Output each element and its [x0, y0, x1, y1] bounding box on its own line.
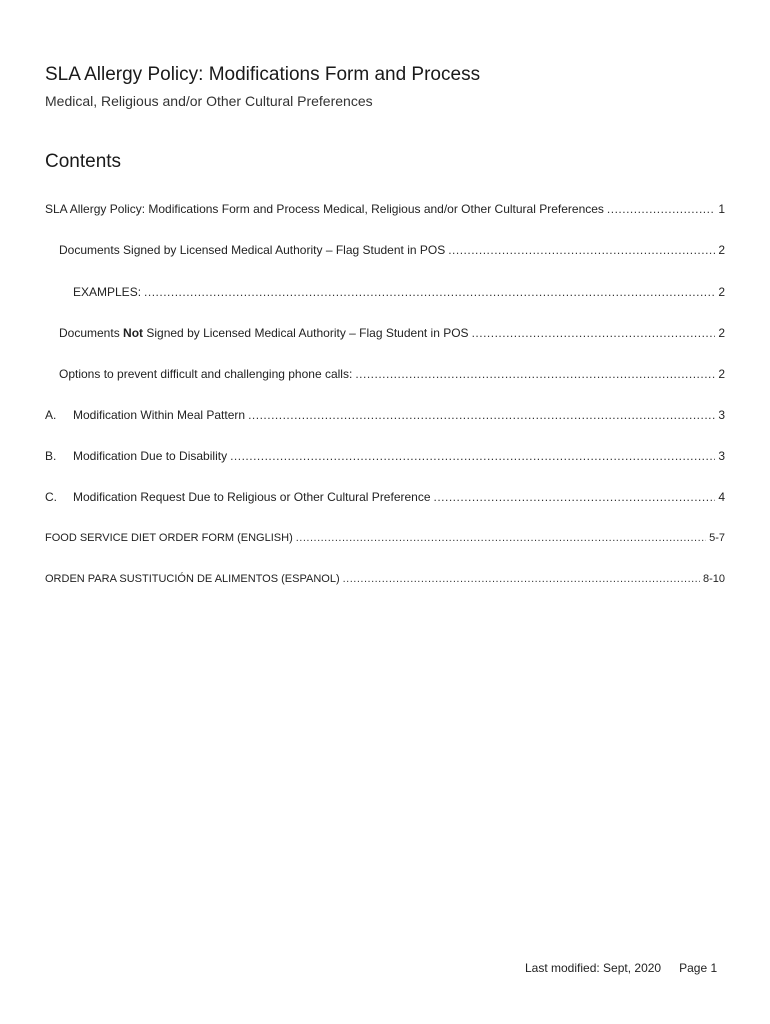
contents-heading: Contents — [45, 151, 122, 172]
toc-entry[interactable] — [59, 367, 725, 385]
toc-entry[interactable] — [59, 326, 725, 344]
toc-page-number: 2 — [718, 326, 725, 340]
toc-entry[interactable] — [59, 243, 725, 261]
toc-leader — [296, 532, 706, 544]
toc-leader — [343, 573, 700, 585]
toc-entry-text: Documents Signed by Licensed Medical Authority – Flag Student in POS — [59, 243, 446, 257]
toc-entry-text: Modification Due to Disability — [73, 449, 228, 463]
last-modified-label: Last modified: Sept, 2020 — [525, 961, 662, 975]
toc-page-number: 2 — [718, 243, 725, 257]
toc-leader — [355, 367, 715, 381]
toc-entry[interactable] — [45, 532, 725, 550]
toc-page-number: 5-7 — [709, 532, 725, 544]
toc-entry-text: ORDEN PARA SUSTITUCIÓN DE ALIMENTOS (ESPANOL) — [45, 573, 340, 585]
toc-page-number: 4 — [718, 490, 725, 504]
toc-leader — [448, 243, 715, 257]
toc-entry[interactable] — [45, 408, 725, 426]
toc-page-number: 2 — [718, 285, 725, 299]
toc-page-number: 1 — [718, 202, 725, 216]
toc-entry-text: Modification Request Due to Religious or Other Cultural Preference — [73, 490, 431, 504]
toc-page-number: 8-10 — [702, 573, 725, 585]
toc-entry[interactable] — [45, 573, 725, 591]
toc-leader — [230, 449, 715, 463]
toc-entry-letter: A. — [45, 408, 57, 422]
toc-entry-text: Documents Not Signed by Licensed Medical Authority – Flag Student in POS — [59, 326, 469, 340]
toc-entry-text: EXAMPLES: — [73, 285, 142, 299]
toc-entry[interactable] — [45, 490, 725, 508]
document-title: SLA Allergy Policy: Modifications Form and Process — [45, 64, 481, 85]
page-footer — [525, 961, 717, 975]
toc-leader — [248, 408, 715, 422]
toc-entry-text: Options to prevent difficult and challenging phone calls: — [59, 367, 353, 381]
toc-leader — [472, 326, 716, 340]
toc-leader — [607, 202, 715, 216]
page-number-label: Page 1 — [679, 961, 718, 975]
toc-entry-letter: B. — [45, 449, 57, 463]
toc-page-number: 3 — [718, 408, 725, 422]
toc-entry[interactable] — [45, 202, 725, 220]
document-subtitle: Medical, Religious and/or Other Cultural Preferences — [45, 93, 373, 109]
toc-leader — [144, 285, 715, 299]
toc-entry-text: FOOD SERVICE DIET ORDER FORM (ENGLISH) — [45, 532, 293, 544]
toc-entry-text: Modification Within Meal Pattern — [73, 408, 246, 422]
toc-page-number: 2 — [718, 367, 725, 381]
toc-entry-text: SLA Allergy Policy: Modifications Form and Process Medical, Religious and/or Other Cultural Preferences — [45, 202, 604, 216]
toc-page-number: 3 — [718, 449, 725, 463]
toc-entry-letter: C. — [45, 490, 57, 504]
toc-entry[interactable] — [45, 449, 725, 467]
toc-entry[interactable] — [73, 285, 725, 303]
toc-leader — [434, 490, 716, 504]
